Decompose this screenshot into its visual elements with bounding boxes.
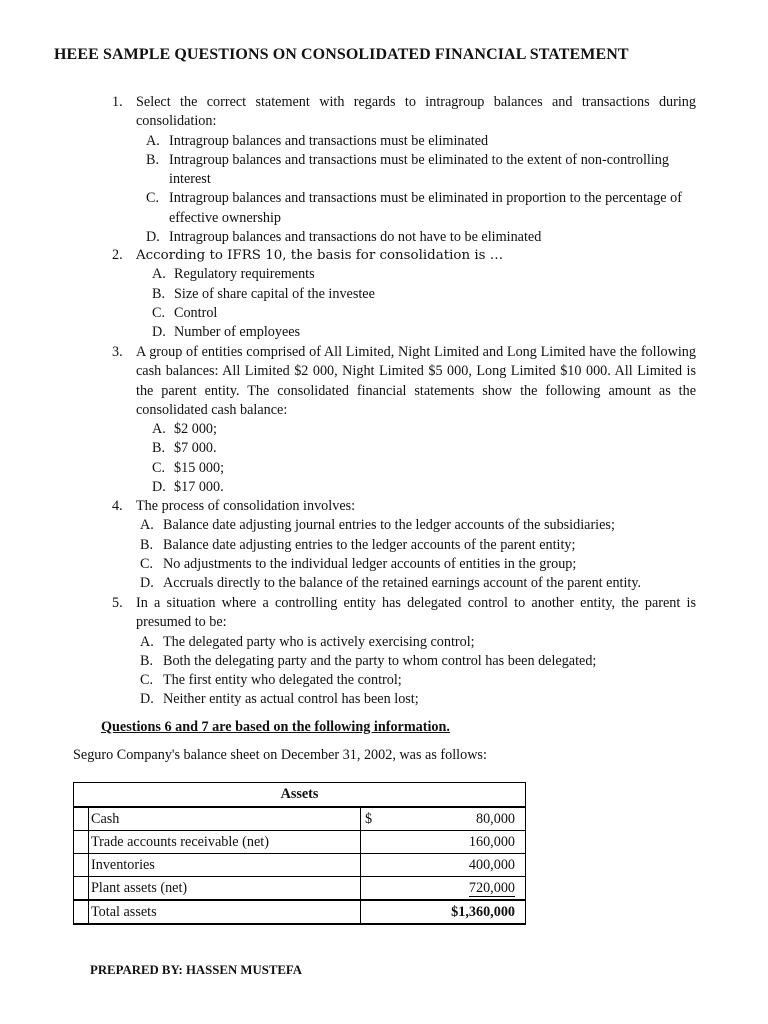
balance-sheet-table [73,782,526,925]
question-3 [112,343,696,497]
row-amount [361,807,526,831]
question-stem: In a situation where a controlling entity has delegated control to another entity, the parent is presumed to be: [136,595,696,631]
option-b [146,151,696,190]
option-c [152,304,696,323]
question-stem: Select the correct statement with regards to intragroup balances and transactions during consolidation: [136,94,696,130]
option-c [146,189,696,228]
table-row [74,854,526,877]
option-text: $7 000. [174,440,217,457]
option-c [140,671,696,690]
option-letter: D. [140,691,154,708]
option-text: No adjustments to the individual ledger accounts of entities in the group; [163,555,577,572]
option-letter: A. [152,266,166,283]
currency-symbol: $ [365,810,373,827]
option-text: Control [174,304,218,321]
option-letter: D. [152,324,166,341]
option-text: Balance date adjusting entries to the ledger accounts of the parent entity; [163,536,576,553]
option-letter: C. [152,459,166,476]
option-letter: D. [146,229,160,246]
option-letter: B. [146,151,160,168]
option-letter: C. [140,672,154,689]
option-a [140,516,696,535]
option-text: Number of employees [174,324,301,341]
table-row [74,807,526,831]
option-text: Intragroup balances and transactions must be eliminated to the extent of non-controlling interest [169,151,669,188]
table-row [74,877,526,901]
table-header: Assets [74,783,526,808]
option-text: The delegated party who is actively exercising control; [163,633,475,650]
option-a [140,633,696,652]
option-letter: A. [152,421,166,438]
question-number: 1. [112,94,123,110]
question-number: 3. [112,344,123,360]
row-stub [74,877,89,901]
option-a [146,132,696,151]
option-c [140,555,696,574]
option-d [146,228,696,247]
option-a [152,420,696,439]
row-label: Trade accounts receivable (net) [89,831,361,854]
option-text: The first entity who delegated the control; [163,672,402,689]
question-stem: A group of entities comprised of All Limited, Night Limited and Long Limited have the following cash balances: All Limited $2 000, Night Limited $5 000, Long Limited $10 000. All Limited is the parent entity. The consolidated financial statements show the following amount as the consolidated cash balance: [136,344,696,418]
amount-value: 720,000 [468,879,515,896]
option-d [152,478,696,497]
row-stub [74,807,89,831]
option-letter: B. [140,536,154,553]
option-text: $15 000; [174,459,225,476]
option-d [152,323,696,342]
option-letter: B. [152,285,166,302]
option-text: Both the delegating party and the party to whom control has been delegated; [163,652,597,669]
option-d [140,574,696,593]
question-number: 5. [112,595,123,611]
row-stub [74,900,89,924]
row-label: Plant assets (net) [89,877,361,901]
document-title: HEEE SAMPLE QUESTIONS ON CONSOLIDATED FINANCIAL STATEMENT [54,46,629,63]
option-letter: C. [146,190,160,207]
row-amount: 160,000 [361,831,526,854]
option-text: $2 000; [174,421,217,438]
option-letter: D. [152,479,166,496]
question-number: 4. [112,498,123,514]
option-letter: C. [152,304,166,321]
table-row [74,831,526,854]
total-amount: $1,360,000 [361,900,526,924]
option-letter: A. [140,633,154,650]
row-stub [74,854,89,877]
section-heading: Questions 6 and 7 are based on the following information. [101,719,450,735]
row-label: Inventories [89,854,361,877]
option-text: Intragroup balances and transactions must be eliminated in proportion to the percentage of effective ownership [169,190,682,226]
row-amount: 400,000 [361,854,526,877]
option-letter: B. [152,440,166,457]
option-text: Accruals directly to the balance of the retained earnings account of the parent entity. [163,575,642,592]
row-label: Cash [89,807,361,831]
prepared-by: PREPARED BY: HASSEN MUSTEFA [90,963,303,977]
option-b [140,652,696,671]
option-text: Intragroup balances and transactions do not have to be eliminated [169,229,542,246]
option-b [140,536,696,555]
question-number: 2. [112,247,123,263]
option-text: Intragroup balances and transactions must be eliminated [169,132,489,149]
option-letter: D. [140,575,154,592]
option-letter: B. [140,652,154,669]
option-text: $17 000. [174,479,224,496]
question-2 [112,246,696,342]
amount-value: 80,000 [475,810,515,827]
question-1 [112,93,696,247]
option-text: Size of share capital of the investee [174,285,375,302]
option-letter: C. [140,555,154,572]
total-label: Total assets [89,900,361,924]
row-stub [74,831,89,854]
option-c [152,459,696,478]
option-b [152,439,696,458]
intro-text: Seguro Company's balance sheet on December 31, 2002, was as follows: [73,747,487,763]
option-letter: A. [140,517,154,534]
option-a [152,265,696,284]
option-text: Neither entity as actual control has been lost; [163,691,419,708]
option-text: Regulatory requirements [174,266,315,283]
total-row [74,900,526,924]
question-4 [112,497,696,593]
option-letter: A. [146,132,160,149]
question-stem: According to IFRS 10, the basis for consolidation is … [136,248,504,263]
option-d [140,690,696,709]
question-5 [112,594,696,710]
option-text: Balance date adjusting journal entries to the ledger accounts of the subsidiaries; [163,517,615,534]
row-amount [361,877,526,901]
option-b [152,285,696,304]
question-stem: The process of consolidation involves: [136,498,356,514]
